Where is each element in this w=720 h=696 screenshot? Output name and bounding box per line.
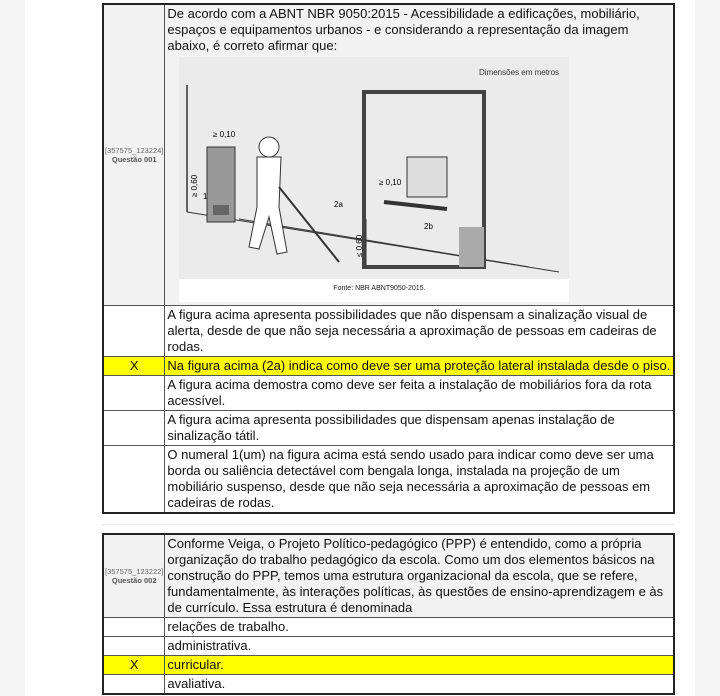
figure-label: 1	[203, 192, 208, 201]
figure-label: ≥ 0,10	[213, 130, 236, 139]
option-text[interactable]: Na figura acima (2a) indica como deve ser uma proteção lateral instalada desde o piso.	[165, 357, 674, 376]
answer-mark: X	[103, 357, 165, 376]
question-number: Questão 002	[111, 576, 157, 585]
option-row[interactable]	[103, 637, 674, 656]
answer-mark	[103, 376, 165, 411]
option-row[interactable]	[103, 411, 674, 446]
answer-mark: X	[103, 656, 165, 675]
question-figure	[179, 57, 569, 302]
answer-mark	[103, 675, 165, 695]
option-row[interactable]	[103, 618, 674, 637]
option-row-selected[interactable]	[103, 656, 674, 675]
figure-source: Fonte: NBR ABNT9050-2015.	[333, 285, 426, 292]
question-number: Questão 001	[111, 155, 157, 164]
question-row	[103, 4, 674, 306]
figure-label: 2a	[334, 200, 344, 209]
page-margin-left	[0, 0, 25, 696]
figure-label: ≥ 0,60	[190, 174, 200, 197]
figure-label: ≤ 0,60	[355, 234, 365, 257]
page-margin-right	[695, 0, 720, 696]
question-text: Conforme Veiga, o Projeto Político-pedagógico (PPP) é entendido, como a própria organização do trabalho pedagógico da escola. Como um dos elementos básicos na construção do PPP, temos uma estrutura organizacional da escola, que se refere, fundamentalmente, às interações políticas, às questões de ensino-aprendizagem e às de currículo. Essa estrutura é denominada	[165, 534, 674, 618]
option-text[interactable]: A figura acima apresenta possibilidades que não dispensam a sinalização visual de alerta, desde de que não seja necessária a aproximação de pessoas em cadeiras de rodas.	[165, 306, 674, 357]
divider	[102, 524, 675, 525]
answer-mark	[103, 411, 165, 446]
question-text: De acordo com a ABNT NBR 9050:2015 - Acessibilidade a edificações, mobiliário, espaços e equipamentos urbanos - e considerando a representação da imagem abaixo, é correto afirmar que:	[167, 6, 640, 53]
question-row	[103, 534, 674, 618]
option-text[interactable]: O numeral 1(um) na figura acima está sendo usado para indicar como deve ser uma borda ou saliência detectável com bengala longa, instalada na projeção de um mobiliário suspenso, desde que não seja necessária a aproximação de pessoas em cadeiras de rodas.	[165, 446, 674, 514]
option-text[interactable]: avaliativa.	[165, 675, 674, 695]
option-row-selected[interactable]	[103, 357, 674, 376]
option-row[interactable]	[103, 446, 674, 514]
question-table-001	[102, 3, 675, 514]
accessibility-illustration	[179, 57, 569, 279]
question-table-002	[102, 533, 675, 695]
figure-units-label: Dimensões em metros	[479, 68, 560, 77]
option-text[interactable]: relações de trabalho.	[165, 618, 674, 637]
answer-mark	[103, 637, 165, 656]
option-text[interactable]: A figura acima apresenta possibilidades que dispensam apenas instalação de sinalização tátil.	[165, 411, 674, 446]
question-id: [357575_123224]	[105, 146, 164, 155]
answer-mark	[103, 618, 165, 637]
answer-mark	[103, 306, 165, 357]
option-row[interactable]	[103, 306, 674, 357]
question-id-cell	[103, 534, 165, 618]
option-row[interactable]	[103, 376, 674, 411]
question-statement	[165, 4, 674, 306]
figure-label: ≥ 0,10	[379, 178, 402, 187]
option-row[interactable]	[103, 675, 674, 695]
question-id-cell	[103, 4, 165, 306]
answer-mark	[103, 446, 165, 514]
option-text[interactable]: A figura acima demostra como deve ser feita a instalação de mobiliários fora da rota acessível.	[165, 376, 674, 411]
figure-label: 2b	[424, 222, 434, 231]
option-text[interactable]: administrativa.	[165, 637, 674, 656]
question-id: [357575_123222]	[105, 567, 164, 576]
option-text[interactable]: curricular.	[165, 656, 674, 675]
